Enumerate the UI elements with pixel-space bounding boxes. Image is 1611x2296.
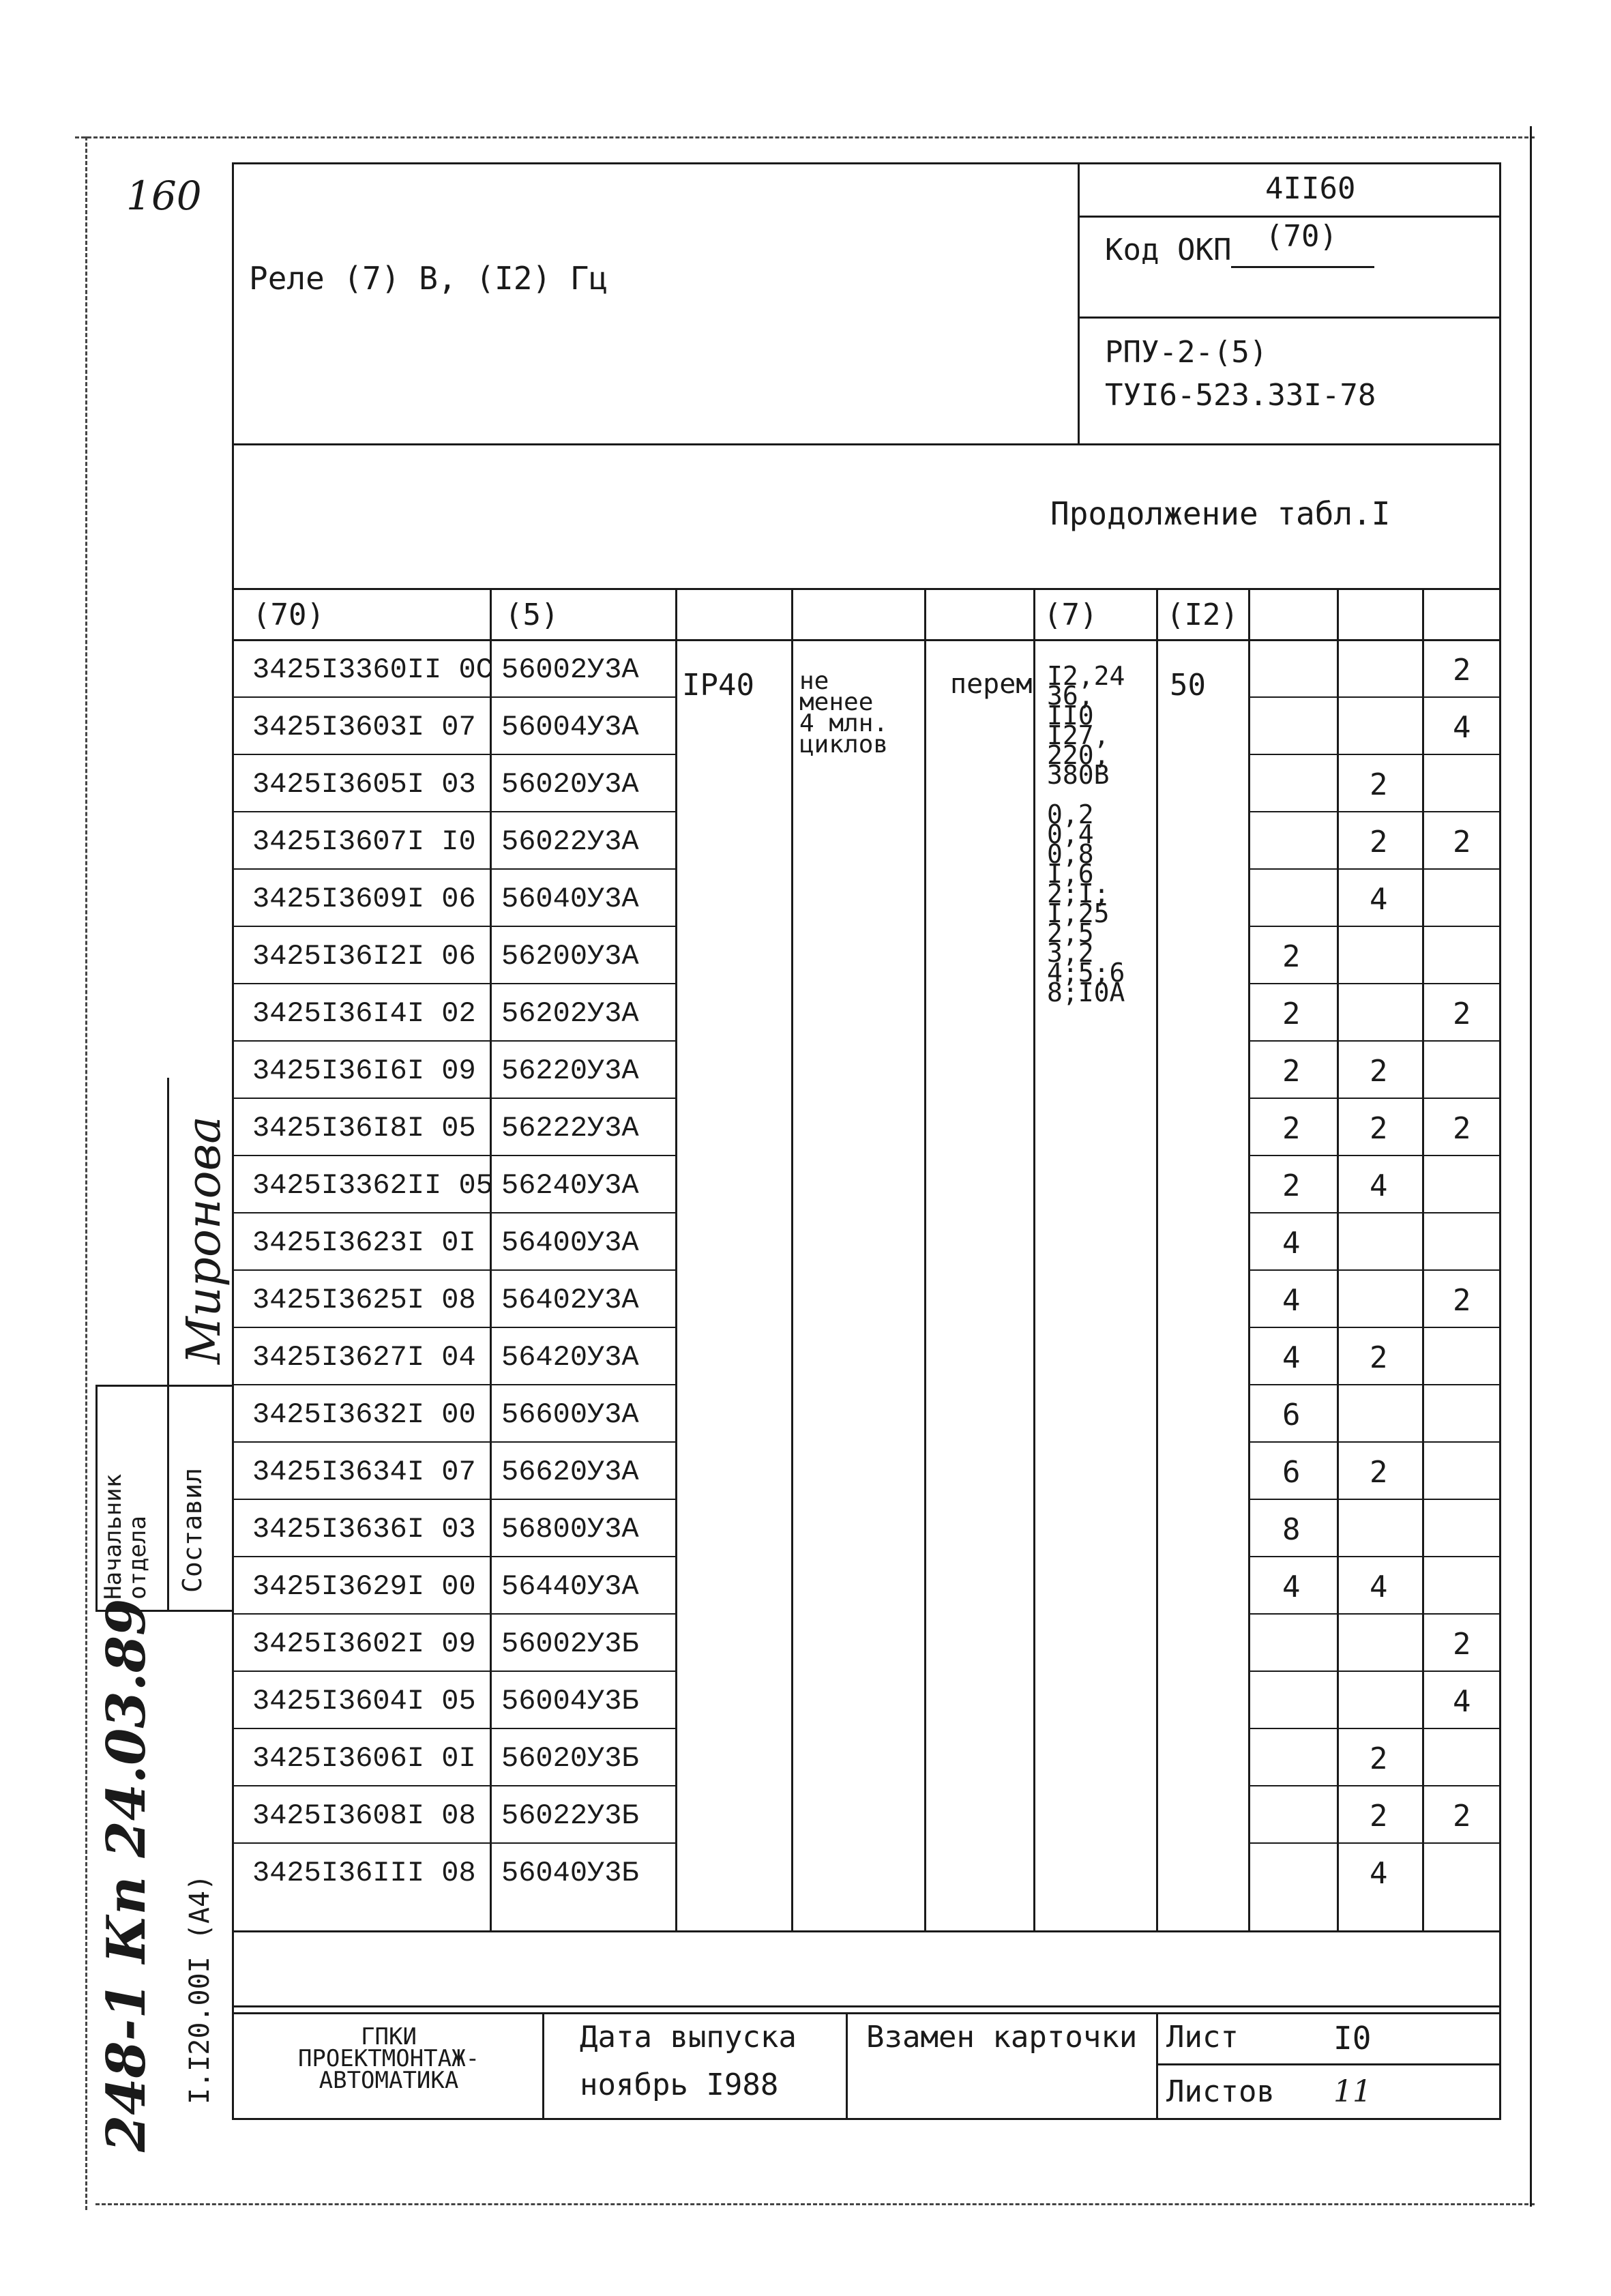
row-value-1: 4 xyxy=(1282,1226,1301,1261)
row-value-1: 6 xyxy=(1282,1398,1301,1432)
sidebar-line-a xyxy=(167,1078,169,1610)
row-line-right xyxy=(1248,1212,1501,1213)
outer-frame-top xyxy=(75,136,1535,138)
row-line-right xyxy=(1248,1155,1501,1156)
row-code: 3425I3602I 09 xyxy=(252,1628,476,1660)
replaces-card-label: Взамен карточки xyxy=(866,2020,1138,2055)
signature-compiled: Миронова xyxy=(177,1116,231,1364)
row-line-right xyxy=(1248,1327,1501,1328)
row-line-right xyxy=(1248,868,1501,870)
row-line-left xyxy=(232,1441,675,1443)
row-value-1: 2 xyxy=(1282,997,1301,1031)
row-model: 56022У3Б xyxy=(501,1799,639,1832)
okp-value: (70) xyxy=(1265,219,1337,254)
table-bottom-line xyxy=(232,1930,1501,1932)
row-line-right xyxy=(1248,1441,1501,1443)
row-code: 3425I3605I 03 xyxy=(252,768,476,801)
label-chief: Начальник отдела xyxy=(100,1473,151,1600)
row-line-left xyxy=(232,1556,675,1557)
row-line-left xyxy=(232,983,675,984)
header-frequency: (I2) xyxy=(1166,598,1239,632)
row-value-2: 2 xyxy=(1370,825,1388,859)
row-model: 56004У3А xyxy=(501,711,639,744)
row-value-1: 4 xyxy=(1282,1570,1301,1604)
row-line-left xyxy=(232,1613,675,1615)
sheet-number: I0 xyxy=(1333,2020,1372,2057)
row-code: 3425I36I8I 05 xyxy=(252,1112,476,1145)
footer-sheet-line xyxy=(1156,2063,1501,2065)
row-model: 56002У3Б xyxy=(501,1628,639,1660)
row-code: 3425I3360II 0C xyxy=(252,653,493,686)
row-model: 56202У3А xyxy=(501,997,639,1030)
header-bottom-line xyxy=(232,443,1501,445)
row-code: 3425I36III 08 xyxy=(252,1857,476,1889)
row-line-left xyxy=(232,1842,675,1844)
row-line-right xyxy=(1248,926,1501,927)
row-code: 3425I3604I 05 xyxy=(252,1685,476,1718)
row-line-left xyxy=(232,926,675,927)
row-model: 56022У3А xyxy=(501,825,639,858)
row-line-left xyxy=(232,1785,675,1786)
row-model: 56800У3А xyxy=(501,1513,639,1546)
row-model: 56002У3А xyxy=(501,653,639,686)
sheets-total: 11 xyxy=(1333,2074,1372,2109)
table-top-line xyxy=(232,588,1501,590)
row-value-2: 2 xyxy=(1370,767,1388,802)
row-model: 56020У3А xyxy=(501,768,639,801)
row-model: 56620У3А xyxy=(501,1456,639,1488)
row-value-3: 2 xyxy=(1453,1627,1471,1662)
row-model: 56240У3А xyxy=(501,1169,639,1202)
release-date-value: ноябрь I988 xyxy=(580,2067,779,2102)
handwritten-number: 248-1 Кп 24.03.89 xyxy=(95,1598,158,2152)
row-line-left xyxy=(232,1728,675,1729)
outer-frame-bottom xyxy=(95,2203,1535,2205)
row-code: 3425I3625I 08 xyxy=(252,1284,476,1316)
row-model: 56040У3А xyxy=(501,883,639,915)
col-line-4 xyxy=(924,588,926,1930)
row-line-left xyxy=(232,1269,675,1271)
row-value-2: 2 xyxy=(1370,1340,1388,1375)
sidebar-line-h xyxy=(95,1385,232,1387)
row-line-right xyxy=(1248,811,1501,812)
table-header-line xyxy=(232,639,1501,641)
row-value-2: 4 xyxy=(1370,1168,1388,1203)
row-value-3: 2 xyxy=(1453,653,1471,688)
row-value-2: 2 xyxy=(1370,1741,1388,1776)
row-line-right xyxy=(1248,1728,1501,1729)
row-code: 3425I3606I 0I xyxy=(252,1742,476,1775)
row-line-left xyxy=(232,696,675,698)
row-value-1: 4 xyxy=(1282,1283,1301,1318)
row-line-right xyxy=(1248,1556,1501,1557)
row-model: 56400У3А xyxy=(501,1226,639,1259)
header-top-line xyxy=(232,162,1501,164)
voltage-list: I2,24 36, II0 I27, 220, 380В 0,2 0,4 0,8 I,6 2;I; I,25 2,5 3,2 4;5;6 8;I0A xyxy=(1047,661,1125,1007)
row-value-2: 2 xyxy=(1370,1111,1388,1146)
row-line-left xyxy=(232,1384,675,1385)
row-line-left xyxy=(232,1098,675,1099)
header-voltage: (7) xyxy=(1044,598,1098,632)
row-line-right xyxy=(1248,1785,1501,1786)
row-model: 56222У3А xyxy=(501,1112,639,1145)
row-line-left xyxy=(232,1671,675,1672)
row-line-left xyxy=(232,1212,675,1213)
row-value-2: 2 xyxy=(1370,1455,1388,1490)
row-code: 3425I3634I 07 xyxy=(252,1456,476,1488)
life-cycles: не менее 4 млн. циклов xyxy=(799,667,889,759)
col-line-5 xyxy=(1033,588,1035,1930)
row-line-left xyxy=(232,754,675,755)
row-code: 3425I3607I I0 xyxy=(252,825,476,858)
sheets-label: Листов xyxy=(1166,2074,1275,2109)
series-line xyxy=(1078,317,1501,319)
row-value-1: 2 xyxy=(1282,1168,1301,1203)
okp-underline xyxy=(1231,266,1374,268)
row-value-1: 8 xyxy=(1282,1512,1301,1547)
row-line-left xyxy=(232,811,675,812)
outer-frame-left xyxy=(85,136,87,2210)
stamp-code: I.I20.00I (А4) xyxy=(184,1874,216,2104)
row-line-left xyxy=(232,1040,675,1042)
row-model: 56440У3А xyxy=(501,1570,639,1603)
row-model: 56004У3Б xyxy=(501,1685,639,1718)
row-code: 3425I3629I 00 xyxy=(252,1570,476,1603)
header-model: (5) xyxy=(505,598,559,632)
row-line-right xyxy=(1248,1671,1501,1672)
row-code: 3425I3623I 0I xyxy=(252,1226,476,1259)
row-value-3: 2 xyxy=(1453,1111,1471,1146)
row-value-3: 2 xyxy=(1453,825,1471,859)
outer-frame-right xyxy=(1530,126,1532,2207)
row-line-right xyxy=(1248,1613,1501,1615)
row-code: 3425I36I2I 06 xyxy=(252,940,476,973)
row-value-1: 2 xyxy=(1282,939,1301,974)
sidebar-line-b xyxy=(95,1385,98,1610)
row-value-1: 6 xyxy=(1282,1455,1301,1490)
row-model: 56040У3Б xyxy=(501,1857,639,1889)
row-line-left xyxy=(232,1327,675,1328)
row-value-1: 2 xyxy=(1282,1054,1301,1089)
row-value-2: 4 xyxy=(1370,1856,1388,1891)
row-model: 56020У3Б xyxy=(501,1742,639,1775)
row-value-2: 2 xyxy=(1370,1054,1388,1089)
row-code: 3425I36I6I 09 xyxy=(252,1055,476,1087)
footer-div-2 xyxy=(846,2012,848,2118)
label-compiled: Составил xyxy=(177,1467,207,1593)
row-value-1: 2 xyxy=(1282,1111,1301,1146)
row-line-left xyxy=(232,1499,675,1500)
row-line-right xyxy=(1248,983,1501,984)
header-code: (70) xyxy=(252,598,325,632)
header-title: Реле (7) В, (I2) Гц xyxy=(249,260,608,297)
page-number: 160 xyxy=(126,173,202,219)
row-value-2: 4 xyxy=(1370,882,1388,917)
row-model: 56200У3А xyxy=(501,940,639,973)
tu-code: ТУI6-523.33I-78 xyxy=(1105,378,1376,413)
row-line-right xyxy=(1248,696,1501,698)
row-value-3: 4 xyxy=(1453,710,1471,745)
series-code: РПУ-2-(5) xyxy=(1105,335,1268,370)
org-name: ГПКИ ПРОЕКТМОНТАЖ- АВТОМАТИКА xyxy=(297,2023,480,2094)
col-line-2 xyxy=(675,588,677,1930)
header-right-divider xyxy=(1078,162,1080,443)
row-value-3: 2 xyxy=(1453,1283,1471,1318)
row-line-right xyxy=(1248,1040,1501,1042)
row-code: 3425I3603I 07 xyxy=(252,711,476,744)
row-code: 3425I3609I 06 xyxy=(252,883,476,915)
row-code: 3425I3362II 05 xyxy=(252,1169,493,1202)
col-line-3 xyxy=(791,588,793,1930)
row-model: 56600У3А xyxy=(501,1398,639,1431)
continuation-label: Продолжение табл.I xyxy=(1050,495,1391,532)
row-line-right xyxy=(1248,1098,1501,1099)
row-code: 3425I3608I 08 xyxy=(252,1799,476,1832)
row-code: 3425I36I4I 02 xyxy=(252,997,476,1030)
row-code: 3425I3636I 03 xyxy=(252,1513,476,1546)
okp-label: Код ОКП xyxy=(1105,233,1232,267)
table-footer-gap-line xyxy=(232,2005,1501,2007)
card-number-line xyxy=(1078,216,1501,218)
row-model: 56220У3А xyxy=(501,1055,639,1087)
footer-div-1 xyxy=(542,2012,544,2118)
row-value-3: 2 xyxy=(1453,1799,1471,1834)
row-line-right xyxy=(1248,754,1501,755)
row-value-1: 4 xyxy=(1282,1340,1301,1375)
row-value-2: 4 xyxy=(1370,1570,1388,1604)
sheet-label: Лист xyxy=(1166,2020,1239,2055)
footer-top-line xyxy=(232,2012,1501,2014)
card-left-edge xyxy=(232,162,234,2120)
card-number: 4II60 xyxy=(1265,171,1356,206)
row-model: 56402У3А xyxy=(501,1284,639,1316)
row-line-right xyxy=(1248,1842,1501,1844)
row-line-left xyxy=(232,868,675,870)
current-type: перем xyxy=(950,668,1033,700)
row-line-left xyxy=(232,1155,675,1156)
row-code: 3425I3632I 00 xyxy=(252,1398,476,1431)
row-line-right xyxy=(1248,1384,1501,1385)
row-value-2: 2 xyxy=(1370,1799,1388,1834)
frequency-value: 50 xyxy=(1170,668,1206,703)
row-code: 3425I3627I 04 xyxy=(252,1341,476,1374)
col-line-6 xyxy=(1156,588,1158,1930)
footer-bottom-line xyxy=(232,2118,1501,2120)
row-line-right xyxy=(1248,1499,1501,1500)
ip-rating: IP40 xyxy=(682,668,754,703)
row-model: 56420У3А xyxy=(501,1341,639,1374)
release-date-label: Дата выпуска xyxy=(580,2020,797,2055)
row-value-3: 4 xyxy=(1453,1684,1471,1719)
row-line-right xyxy=(1248,1269,1501,1271)
row-value-3: 2 xyxy=(1453,997,1471,1031)
card-right-edge xyxy=(1499,162,1501,2120)
